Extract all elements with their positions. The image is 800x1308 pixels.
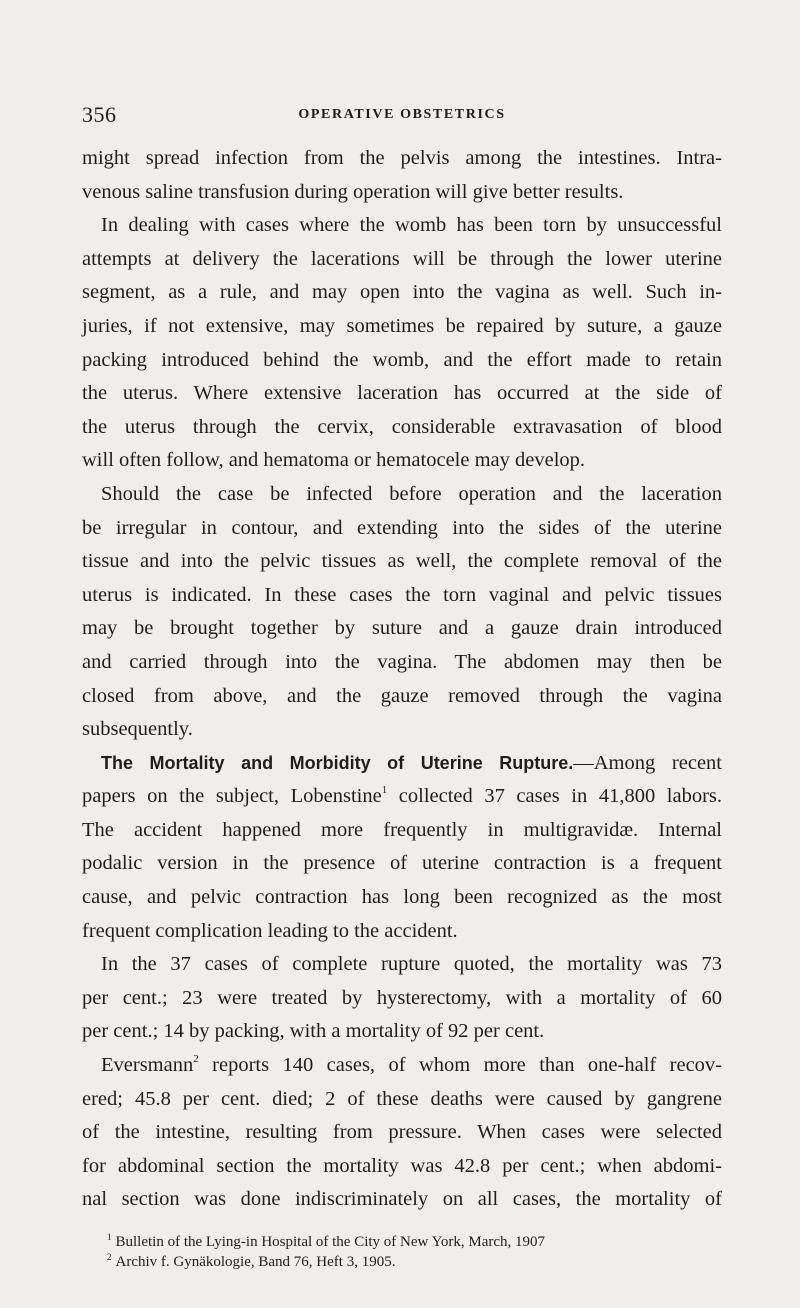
text-line: the uterus. Where extensive laceration has occurred at the side of: [82, 382, 722, 405]
section-heading-line: [82, 747, 722, 781]
footnote-text: Bulletin of the Lying-in Hospital of the City of New York, March, 1907: [115, 1234, 546, 1250]
body-text: [82, 142, 722, 1217]
footnote-mark: 2: [107, 1252, 112, 1262]
footnote: [82, 1252, 722, 1272]
text-line: [82, 1049, 722, 1083]
footnotes: [82, 1232, 722, 1272]
text-line: segment, as a rule, and may open into the vagina as well. Such in-: [82, 281, 722, 304]
text-line: frequent complication leading to the accident.: [82, 919, 458, 942]
text-line: may be brought together by suture and a gauze drain introduced: [82, 617, 722, 640]
text-fragment: papers on the subject, Lobenstine: [82, 785, 382, 808]
text-line: might spread infection from the pelvis among the intestines. Intra-: [82, 147, 722, 169]
text-line: tissue and into the pelvic tissues as well, the complete removal of the: [82, 550, 722, 573]
text-line: Should the case be infected before operation and the laceration: [101, 482, 722, 505]
text-fragment: collected 37 cases in 41,800 labors.: [387, 785, 723, 808]
section-heading: The Mortality and Morbidity of Uterine Rupture.: [101, 752, 574, 773]
text-line: for abdominal section the mortality was 42.8 per cent.; when abdomi-: [82, 1154, 722, 1177]
text-line: per cent.; 23 were treated by hysterectomy, with a mortality of 60: [82, 986, 722, 1009]
page-number: 356: [82, 102, 117, 127]
text-line: nal section was done indiscriminately on all cases, the mortality of: [82, 1188, 722, 1211]
text-line: will often follow, and hematoma or hematocele may develop.: [82, 449, 586, 472]
text-line: The accident happened more frequently in multigravidæ. Internal: [82, 818, 722, 841]
text-fragment: reports 140 cases, of whom more than one-half recov-: [198, 1054, 722, 1077]
text-line: of the intestine, resulting from pressure. When cases were selected: [82, 1121, 722, 1144]
text-line: per cent.; 14 by packing, with a mortality of 92 per cent.: [82, 1020, 545, 1043]
text-line: [82, 780, 722, 814]
text-fragment: —Among recent: [573, 751, 722, 774]
footnote-mark: 1: [107, 1232, 112, 1242]
running-title: OPERATIVE OBSTETRICS: [298, 107, 506, 122]
text-line: venous saline transfusion during operation will give better results.: [82, 180, 624, 203]
text-line: and carried through into the vagina. The abdomen may then be: [82, 650, 722, 673]
footnote: [82, 1232, 722, 1252]
text-line: podalic version in the presence of uterine contraction is a frequent: [82, 852, 722, 875]
page-header: [82, 102, 722, 130]
text-line: ered; 45.8 per cent. died; 2 of these deaths were caused by gangrene: [82, 1087, 722, 1110]
text-fragment: Eversmann: [101, 1054, 194, 1077]
text-line: cause, and pelvic contraction has long been recognized as the most: [82, 886, 722, 909]
footnote-text: Archiv f. Gynäkologie, Band 76, Heft 3, 1905.: [115, 1254, 396, 1270]
text-line: closed from above, and the gauze removed through the vagina: [82, 684, 722, 707]
footnote-ref: 1: [381, 784, 388, 797]
text-line: In dealing with cases where the womb has been torn by unsuccessful: [101, 214, 722, 237]
text-line: In the 37 cases of complete rupture quoted, the mortality was 73: [101, 953, 722, 976]
text-line: be irregular in contour, and extending into the sides of the uterine: [82, 516, 722, 539]
text-line: the uterus through the cervix, considerable extravasation of blood: [82, 415, 722, 438]
text-line: uterus is indicated. In these cases the torn vaginal and pelvic tissues: [82, 583, 722, 606]
footnote-ref: 2: [193, 1053, 199, 1066]
text-line: juries, if not extensive, may sometimes be repaired by suture, a gauze: [82, 314, 722, 337]
text-line: packing introduced behind the womb, and the effort made to retain: [82, 348, 722, 371]
text-line: attempts at delivery the lacerations will be through the lower uterine: [82, 247, 722, 270]
text-line: subsequently.: [82, 718, 193, 741]
